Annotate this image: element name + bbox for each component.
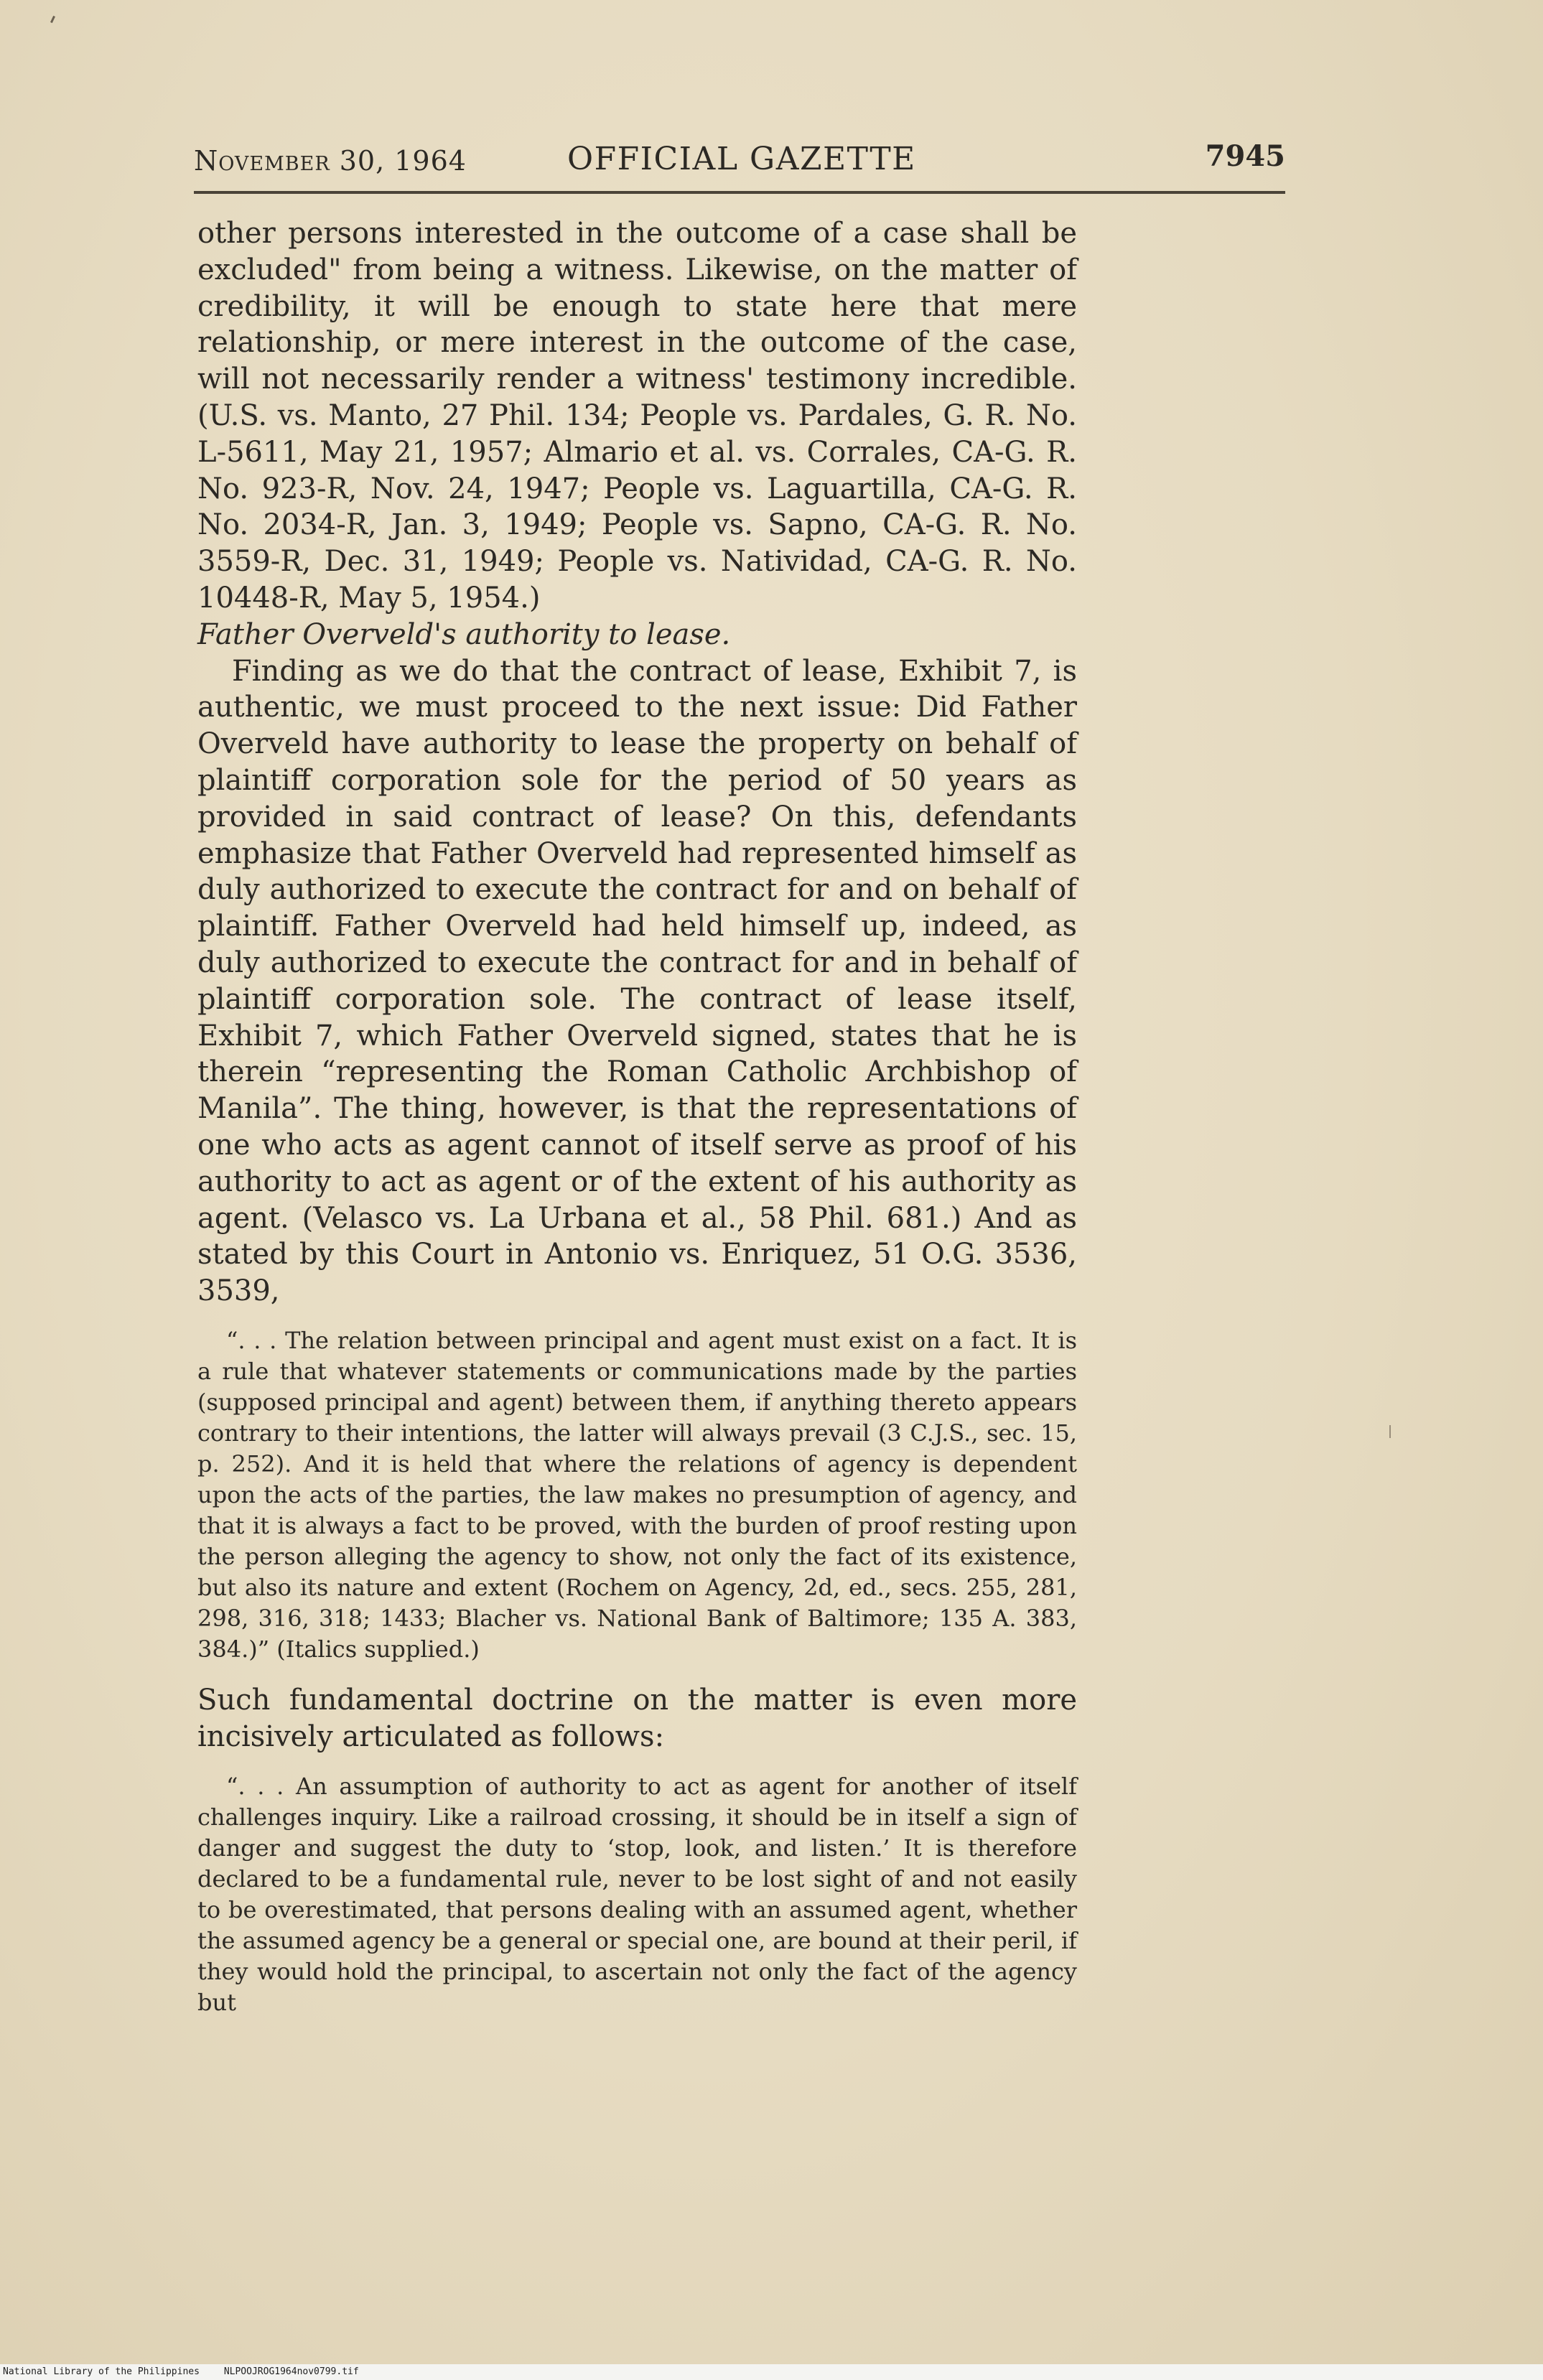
block-quote: “. . . An assumption of authority to act as agent for another of itself challenges inquiry. Like a railroad crossing, it should be in itself a sign of danger and suggest the duty to ‘stop, look, and listen.’ It is therefore declared to be a fundamental rule, never to be lost sight of and not easily to be overestimated, that persons dealing with an assumed agent, whether the assumed agency be a general or special one, are bound at their peril, if they would hold the principal, to ascertain not only the fact of the agency but [197, 1772, 1077, 2016]
margin-mark [1389, 1425, 1391, 1438]
section-heading: Father Overveld's authority to lease. [197, 617, 731, 651]
scan-footer [0, 2364, 1543, 2380]
header-rule [194, 191, 1285, 194]
page-number: 7945 [1205, 139, 1285, 173]
block-quote: “. . . The relation between principal and agent must exist on a fact. It is a rule that whatever statements or communications made by the parties (supposed principal and agent) between them, if anything thereto appears contrary to their intentions, the latter will always prevail (3 C.J.S., sec. 15, p. 252). And it is held that where the relations of agency is dependent upon the acts of the parties, the law makes no presumption of agency, and that it is always a fact to be proved, with the burden of proof resting upon the person alleging the agency to show, not only the fact of its existence, but also its nature and extent (Rochem on Agency, 2d, ed., secs. 255, 281, 298, 316, 318; 1433; Blacher vs. National Bank of Baltimore; 135 A. 383, 384.)” (Italics supplied.) [197, 1326, 1077, 1663]
header-title: OFFICIAL GAZETTE [567, 141, 916, 177]
footer-filename: NLPOOJROG1964nov0799.tif [223, 2366, 359, 2377]
footer-library: National Library of the Philippines [3, 2366, 200, 2377]
paragraph: Finding as we do that the contract of lease, Exhibit 7, is authentic, we must proceed to the next issue: Did Father Overveld have authority to lease the property on behalf of plaintiff corporation sole for the period of 50 years as provided in said contract of lease? On this, defendants emphasize that Father Overveld had represented himself as duly authorized to execute the contract for and on behalf of plaintiff. Father Overveld had held himself up, indeed, as duly authorized to execute the contract for and in behalf of plaintiff corporation sole. The contract of lease itself, Exhibit 7, which Father Overveld signed, states that he is therein “representing the Roman Catholic Archbishop of Manila”. The thing, however, is that the representations of one who acts as agent cannot of itself serve as proof of his authority to act as agent or of the extent of his authority as agent. (Velasco vs. La Urbana et al., 58 Phil. 681.) And as stated by this Court in Antonio vs. Enriquez, 51 O.G. 3536, 3539, [197, 654, 1077, 1308]
header-date: November 30, 1964 [194, 145, 467, 177]
page-header [194, 136, 1285, 187]
paragraph: Such fundamental doctrine on the matter is even more incisively articulated as follows: [197, 1683, 1077, 1753]
paragraph: other persons interested in the outcome of a case shall be excluded" from being a witness. Likewise, on the matter of credibility, it will be enough to state here that mere relationship, or mere interest in the outcome of the case, will not necessarily render a witness' testimony incredible. (U.S. vs. Manto, 27 Phil. 134; People vs. Pardales, G. R. No. L-5611, May 21, 1957; Almario et al. vs. Corrales, CA-G. R. No. 923-R, Nov. 24, 1947; People vs. Laguartilla, CA-G. R. No. 2034-R, Jan. 3, 1949; People vs. Sapno, CA-G. R. No. 3559-R, Dec. 31, 1949; People vs. Natividad, CA-G. R. No. 10448-R, May 5, 1954.) [197, 217, 1077, 615]
body-text [197, 215, 1077, 2035]
